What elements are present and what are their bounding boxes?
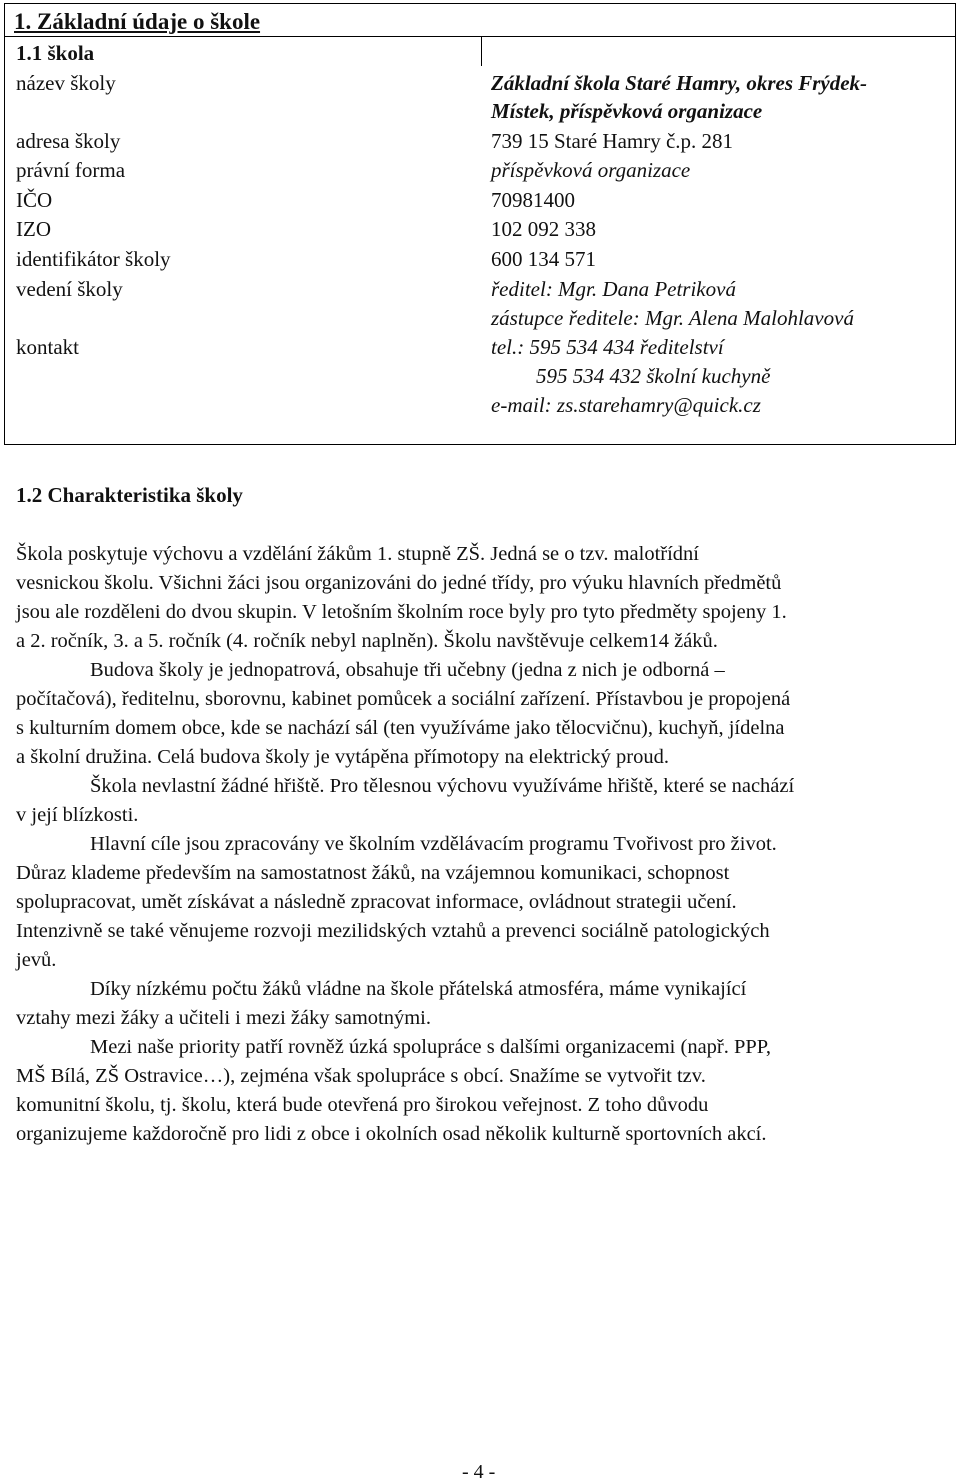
ico-value: 70981400 <box>491 188 575 212</box>
text-line: jevů. <box>16 949 57 971</box>
text-line: v její blízkosti. <box>16 804 139 826</box>
row-label-school-name: název školy <box>16 71 116 95</box>
row-label-ico: IČO <box>16 188 53 212</box>
director: ředitel: Mgr. Dana Petriková <box>491 277 736 301</box>
text-line: spolupracovat, umět získávat a následně zpracovat informace, ovládnout strategii učení. <box>16 891 737 913</box>
row-label-identifier: identifikátor školy <box>16 247 171 271</box>
text-line: Škola poskytuje výchovu a vzdělání žákům 1. stupně ZŠ. Jedná se o tzv. malotřídní <box>16 543 700 565</box>
table-row-divider <box>4 36 956 37</box>
legal-form: příspěvková organizace <box>491 158 691 182</box>
row-label-contact: kontakt <box>16 335 79 359</box>
contact-phone-office: tel.: 595 534 434 ředitelství <box>491 335 724 359</box>
school-name-line1: Základní škola Staré Hamry, okres Frýdek- <box>491 71 868 95</box>
text-line: Budova školy je jednopatrová, obsahuje tři učebny (jedna z nich je odborná – <box>90 659 725 681</box>
subsection-heading: 1.1 škola <box>16 41 95 65</box>
row-label-management: vedení školy <box>16 277 123 301</box>
table-border-top <box>4 3 956 4</box>
text-line: vztahy mezi žáky a učiteli i mezi žáky samotnými. <box>16 1007 431 1029</box>
row-label-izo: IZO <box>16 217 51 241</box>
text-line: Hlavní cíle jsou zpracovány ve školním vzdělávacím programu Tvořivost pro život. <box>90 833 777 855</box>
table-border-bottom <box>4 444 956 445</box>
text-line: Intenzivně se také věnujeme rozvoji mezilidských vztahů a prevenci sociálně patologických <box>16 920 770 942</box>
school-name-line2: Místek, příspěvková organizace <box>491 99 763 123</box>
text-line: Důraz klademe především na samostatnost žáků, na vzájemnou komunikaci, schopnost <box>16 862 730 884</box>
text-line: vesnickou školu. Všichni žáci jsou organizováni do jedné třídy, pro výuku hlavních předmětů <box>16 572 782 594</box>
table-border-left <box>4 3 5 445</box>
page-number: - 4 - <box>462 1461 496 1483</box>
row-label-address: adresa školy <box>16 129 121 153</box>
text-line: Škola nevlastní žádné hřiště. Pro tělesnou výchovu využíváme hřiště, které se nachází <box>90 775 795 797</box>
text-line: a školní družina. Celá budova školy je vytápěna přímotopy na elektrický proud. <box>16 746 669 768</box>
identifier-value: 600 134 571 <box>491 247 596 271</box>
text-line: jsou ale rozděleni do dvou skupin. V letošním školním roce byly pro tyto předměty spojeny 1. <box>16 601 787 623</box>
text-line: organizujeme každoročně pro lidi z obce i okolních osad několik kulturně sportovních akcí. <box>16 1123 767 1145</box>
school-address: 739 15 Staré Hamry č.p. 281 <box>491 129 734 153</box>
deputy-director: zástupce ředitele: Mgr. Alena Malohlavová <box>491 306 854 330</box>
text-line: komunitní školu, tj. školu, která bude otevřená pro širokou veřejnost. Z toho důvodu <box>16 1094 709 1116</box>
row-label-legal-form: právní forma <box>16 158 126 182</box>
table-cell-divider <box>481 36 482 66</box>
text-line: počítačová), ředitelnu, sborovnu, kabinet pomůcek a sociální zařízení. Přístavbou je propojená <box>16 688 791 710</box>
contact-phone-kitchen: 595 534 432 školní kuchyně <box>536 364 771 388</box>
contact-email: e-mail: zs.starehamry@quick.cz <box>491 393 761 417</box>
text-line: s kulturním domem obce, kde se nachází sál (ten využíváme jako tělocvičnu), kuchyň, jídelna <box>16 717 785 739</box>
text-line: Mezi naše priority patří rovněž úzká spolupráce s dalšími organizacemi (např. PPP, <box>90 1036 772 1058</box>
section-heading-characteristics: 1.2 Charakteristika školy <box>16 483 243 507</box>
section-heading: 1. Základní údaje o škole <box>14 9 261 34</box>
table-border-right <box>955 3 956 445</box>
text-line: MŠ Bílá, ZŠ Ostravice…), zejména však spolupráce s obcí. Snažíme se vytvořit tzv. <box>16 1065 706 1087</box>
text-line: Díky nízkému počtu žáků vládne na škole přátelská atmosféra, máme vynikající <box>90 978 747 1000</box>
izo-value: 102 092 338 <box>491 217 596 241</box>
text-line: a 2. ročník, 3. a 5. ročník (4. ročník nebyl naplněn). Školu navštěvuje celkem14 žáků. <box>16 630 718 652</box>
